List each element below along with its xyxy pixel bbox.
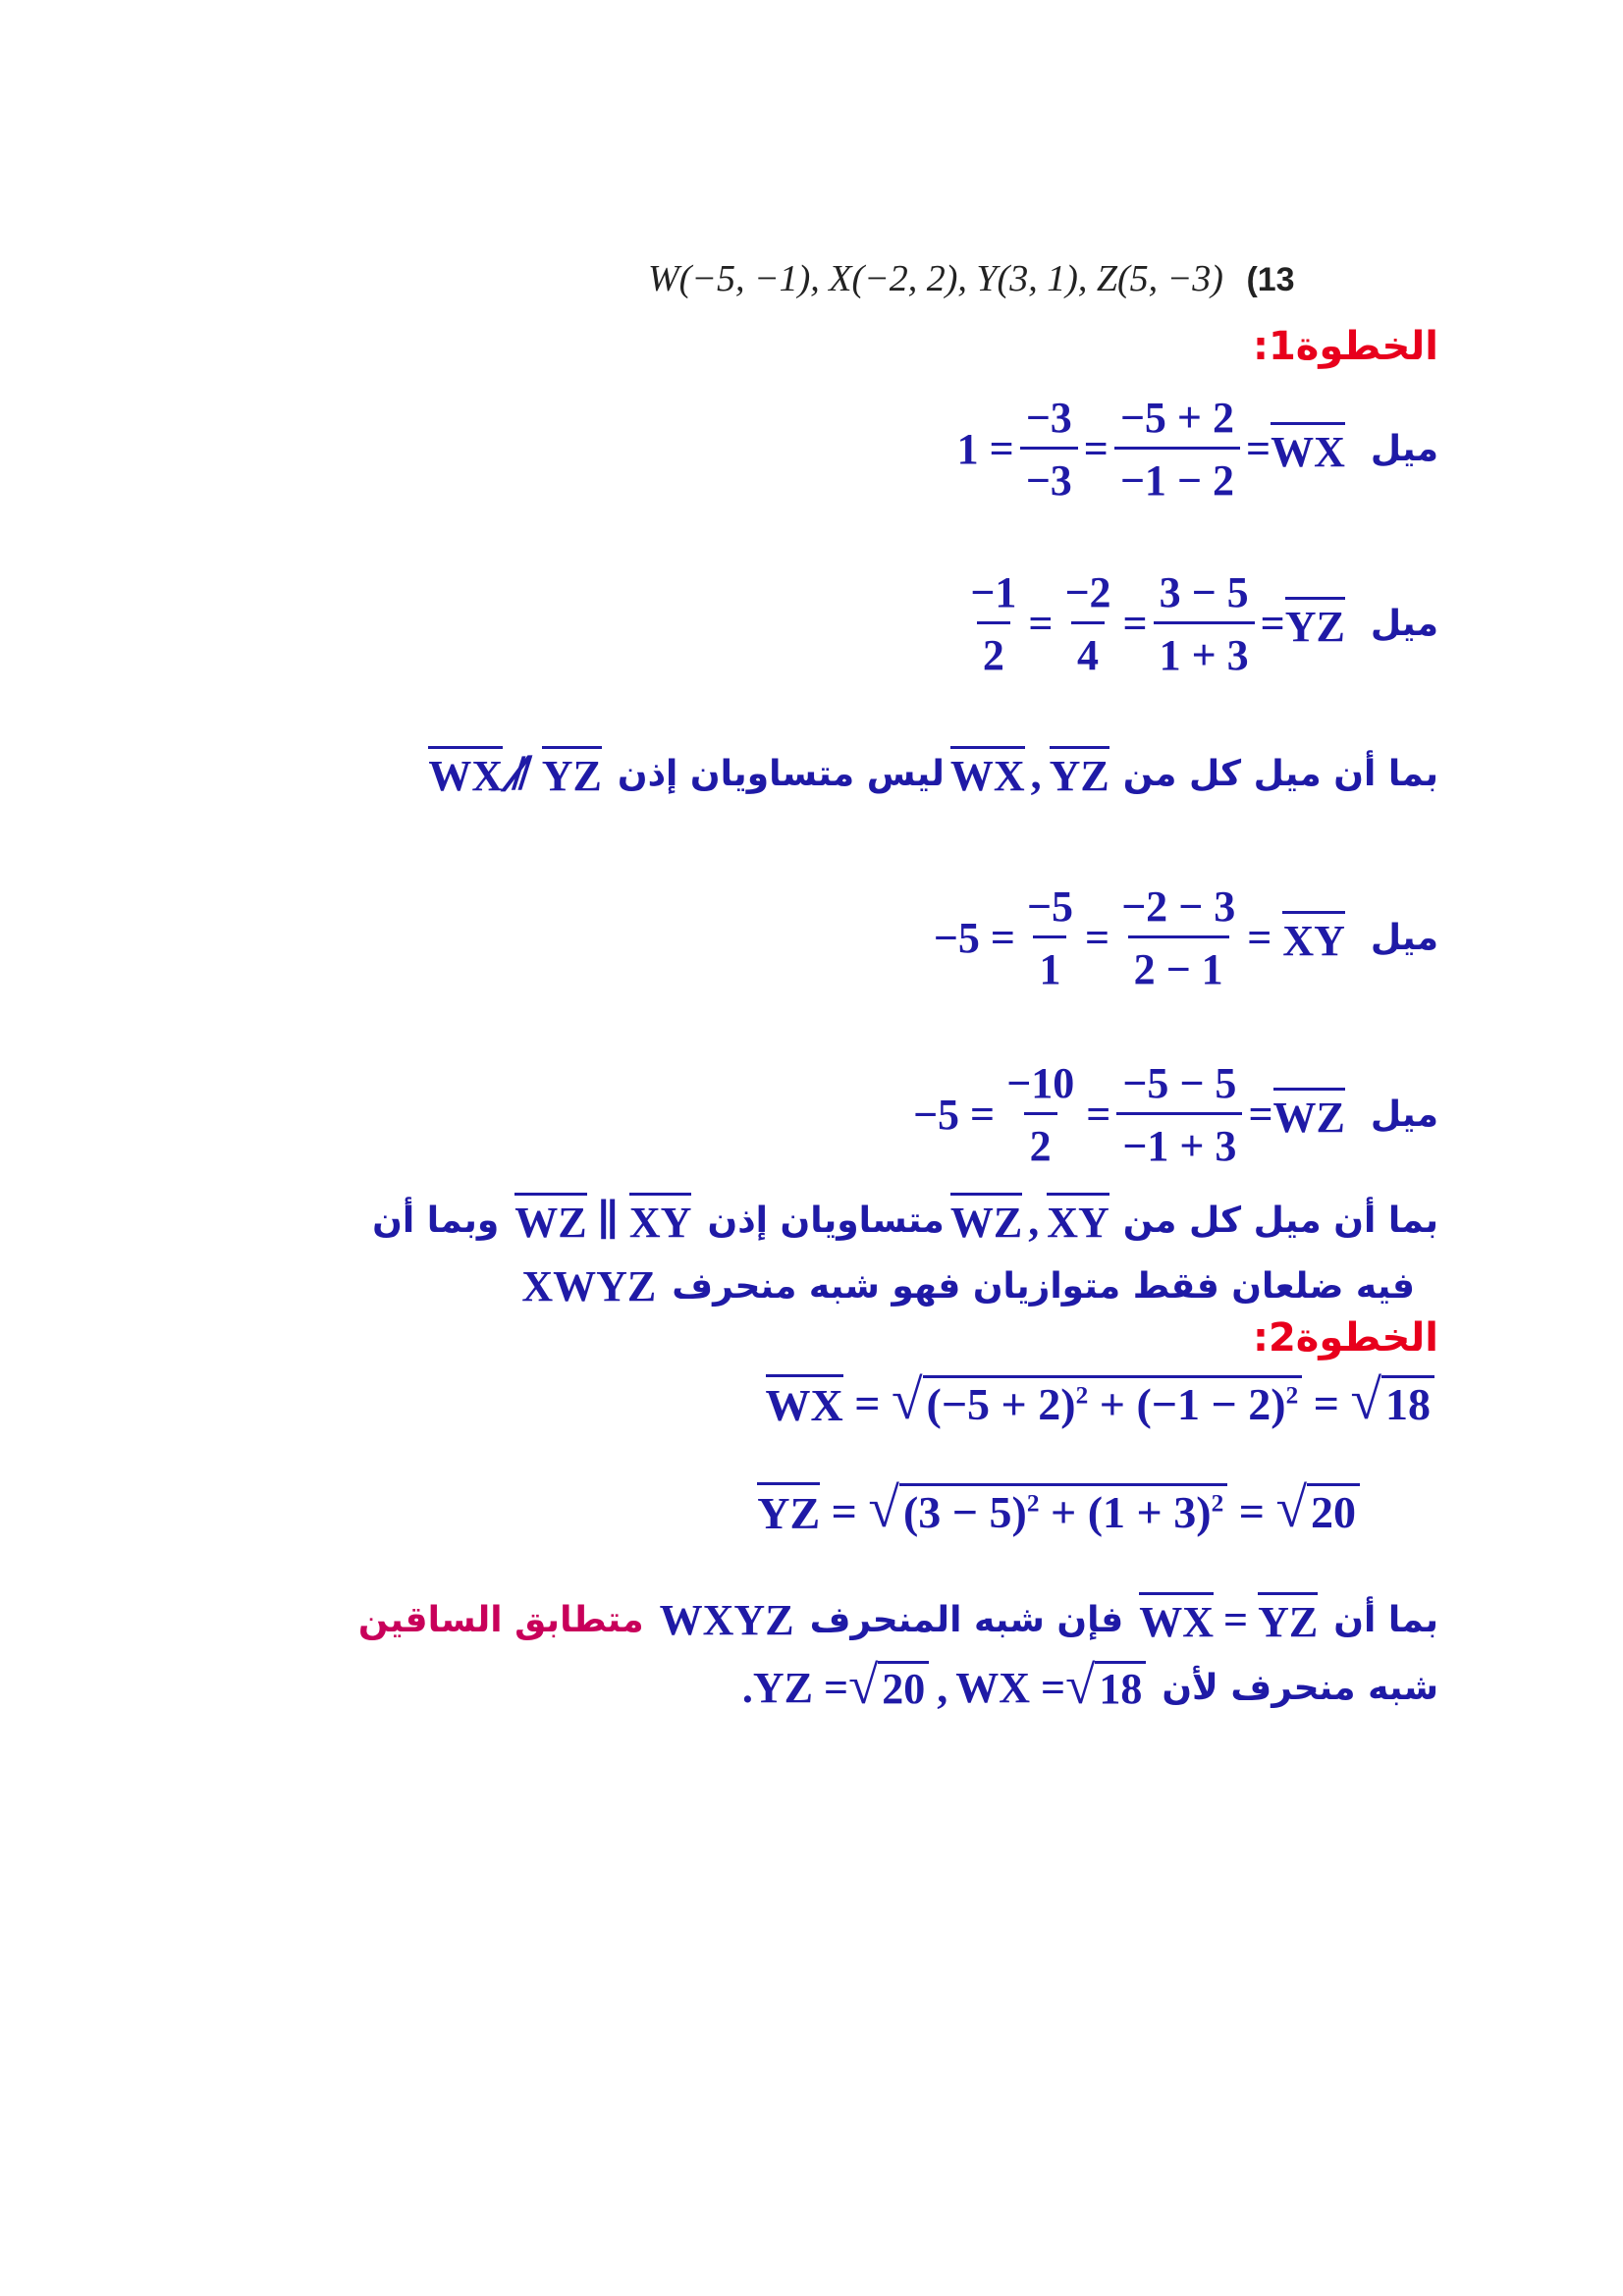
segment-xy: XY xyxy=(1282,911,1345,966)
fraction: $\frac{3 - 5}{1 + 3}$ xyxy=(1154,567,1255,680)
length-wx-line: WX = √ $(-5 + 2)^2 + (-1 - 2)^2$ = √ 18 xyxy=(766,1374,1435,1431)
conclusion-parallel: بما أن ميل كل من XY , WZ متساويان إذن WZ ∥ XY وبما أن xyxy=(372,1193,1438,1248)
conclusion-not-parallel: بما أن ميل كل من YZ , WX ليس متساويان إذن WX ⫽̸ YZ xyxy=(428,746,1438,801)
slope-yz-line: $\frac{-1}{2}$ = $\frac{-2}{4}$ = $\frac{3 - 5}{1 + 3}$ = YZ ميل xyxy=(958,567,1438,680)
fraction: $\frac{-1}{2}$ xyxy=(970,568,1017,679)
fraction: $\frac{-5}{1}$ xyxy=(1026,882,1073,993)
step1-heading: الخطوة1: xyxy=(1252,324,1438,369)
problem-number: (13 xyxy=(1246,261,1295,298)
slope-xy-line: −5 = $\frac{-5}{1}$ = $\frac{-2 - 3}{2 - 1}$ = XY ميل xyxy=(933,882,1438,993)
fraction: $\frac{-5 + 2}{-1 - 2}$ xyxy=(1114,393,1240,506)
slope-wz-line: −5 = $\frac{-10}{2}$ = $\frac{-5 - 5}{-1 + 3}$ = WZ ميل xyxy=(912,1059,1438,1170)
slope-label: ميل xyxy=(1370,918,1438,958)
fraction: $\frac{-3}{-3}$ xyxy=(1020,393,1078,506)
segment-yz: YZ xyxy=(1285,597,1345,652)
fraction: $\frac{-2}{4}$ xyxy=(1064,568,1111,679)
step2-heading: الخطوة2: xyxy=(1252,1315,1438,1361)
slope-label: ميل xyxy=(1370,1095,1438,1135)
segment-wz: WZ xyxy=(1273,1088,1345,1143)
slope-wx-line: 1 = $\frac{-3}{-3}$ = $\frac{-5 + 2}{-1 - 2}$ = WX ميل xyxy=(956,394,1438,505)
fraction: $\frac{-5 - 5}{-1 + 3}$ xyxy=(1116,1058,1242,1171)
fraction: $\frac{-2 - 3}{2 - 1}$ xyxy=(1121,882,1236,993)
conclusion-isosceles: بما أن WX = YZ فإن شبه المنحرف WXYZ متطابق الساقين xyxy=(358,1592,1438,1647)
result: 1 xyxy=(956,425,979,473)
fraction: $\frac{-10}{2}$ xyxy=(1006,1059,1075,1170)
length-yz-line: YZ = √ $(3 - 5)^2 + (1 + 3)^2$ = √ 20 xyxy=(757,1482,1360,1539)
slope-label: ميل xyxy=(1370,604,1438,644)
segment-wx: WX xyxy=(1271,422,1345,477)
slope-label: ميل xyxy=(1370,429,1438,469)
conclusion-reason: شبه منحرف لأن . YZ = √ 20 , WX = √ 18 xyxy=(741,1655,1438,1715)
problem-points: W(−5, −1), X(−2, 2), Y(3, 1), Z(5, −3) (13 xyxy=(648,258,1295,299)
conclusion-trapezoid: فيه ضلعان فقط متوازيان فهو شبه منحرف XWYZ xyxy=(521,1262,1415,1310)
